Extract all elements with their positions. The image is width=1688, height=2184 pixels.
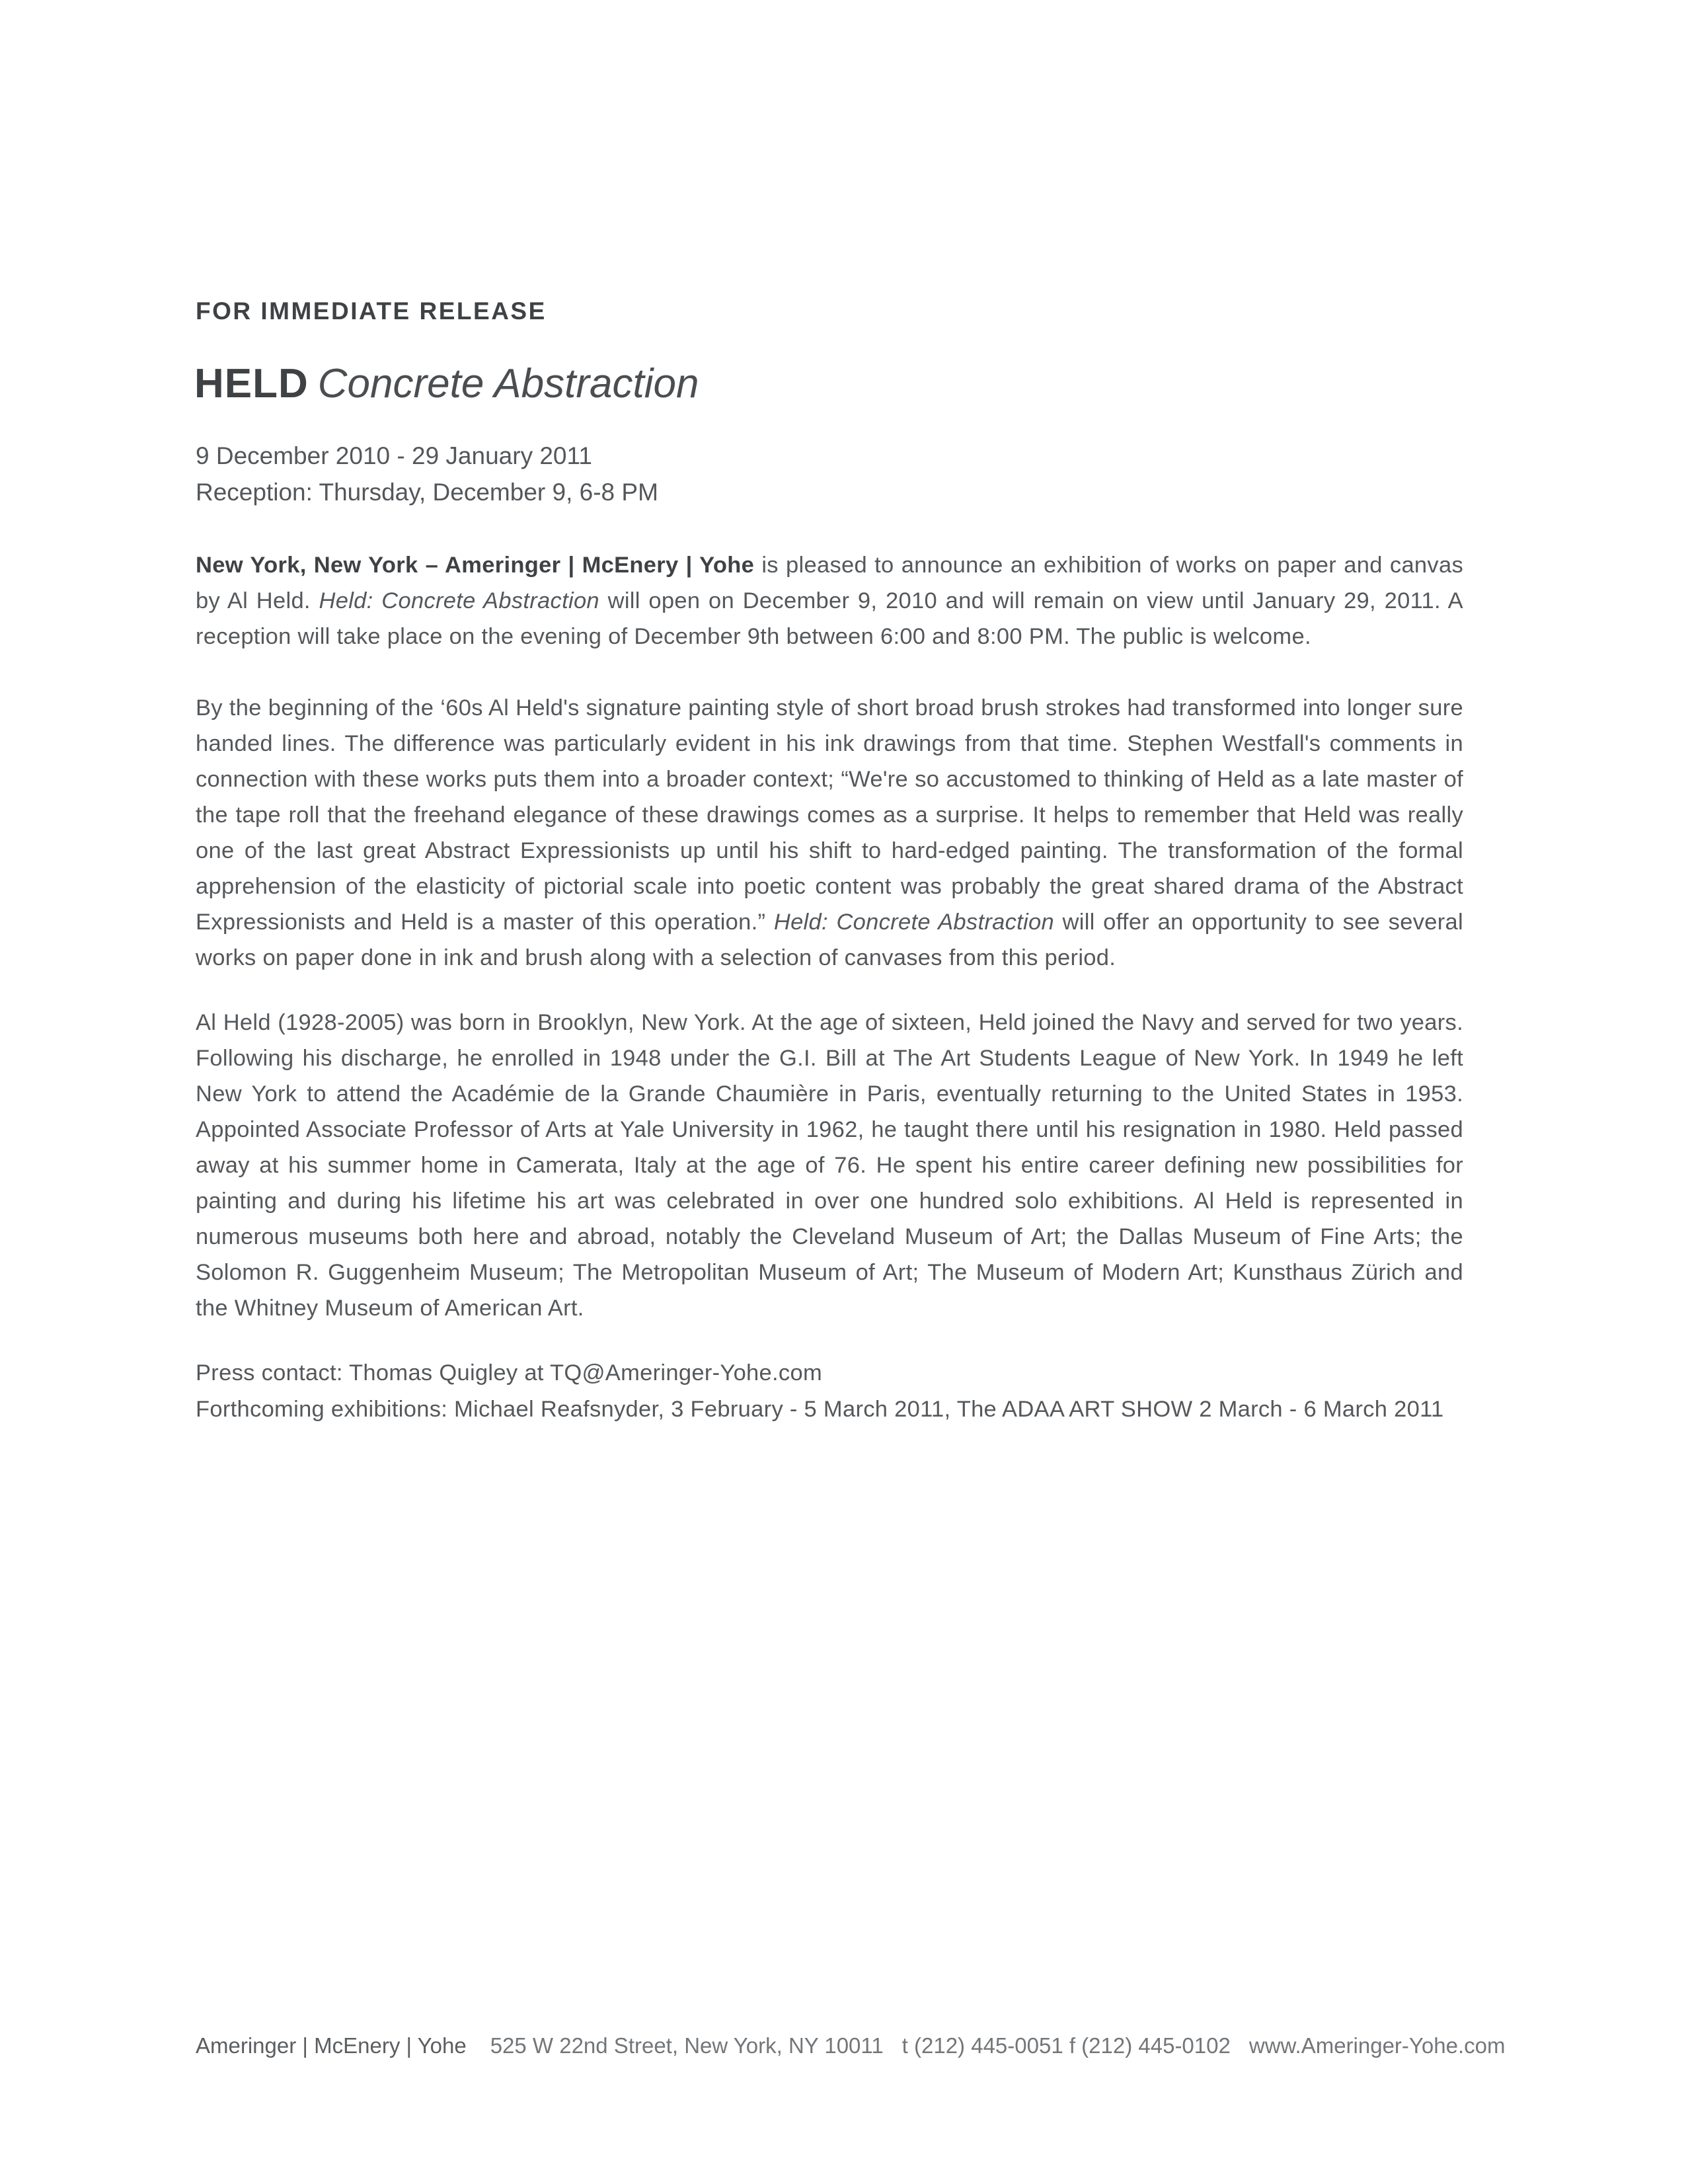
paragraph-biography <box>196 1005 1463 1326</box>
release-label: FOR IMMEDIATE RELEASE <box>196 297 547 325</box>
reception-info: Reception: Thursday, December 9, 6-8 PM <box>196 479 658 506</box>
footer-phone-numbers: t (212) 445-0051 f (212) 445-0102 <box>902 2033 1231 2058</box>
artist-name: HELD <box>194 361 309 407</box>
paragraph-announcement <box>196 547 1463 654</box>
footer-gallery-name: Ameringer | McEnery | Yohe <box>196 2033 467 2058</box>
forthcoming-exhibitions-line: Forthcoming exhibitions: Michael Reafsnyder, 3 February - 5 March 2011, The ADAA ART SHOW 2 March - 6 March 2011 <box>196 1397 1444 1422</box>
text-segment: By the beginning of the ‘60s Al Held's signature painting style of short broad brush strokes had transformed into longer sure handed lines. The difference was particularly evident in his ink drawings from that time. Stephen Westfall's comments in connection with these works puts them into a broader context; “We're so accustomed to thinking of Held as a late master of the tape roll that the freehand elegance of these drawings comes as a surprise. It helps to remember that Held was really one of the last great Abstract Expressionists up until his shift to hard-edged painting. The transformation of the formal apprehension of the elasticity of pictorial scale into poetic content was probably the great shared drama of the Abstract Expressionists and Held is a master of this operation.” <box>196 695 1463 935</box>
footer-website: www.Ameringer-Yohe.com <box>1248 2033 1506 2058</box>
text-segment: will open on December 9, 2010 and will remain on view until January 29, 2011. A reception will take place on the evening of December 9th between 6:00 and 8:00 PM. The public is welcome. <box>196 588 1463 649</box>
text-segment: Held: Concrete Abstraction <box>319 588 599 613</box>
exhibition-dates-block <box>196 438 658 510</box>
exhibition-dates: 9 December 2010 - 29 January 2011 <box>196 442 592 469</box>
text-segment: Al Held (1928-2005) was born in Brooklyn, New York. At the age of sixteen, Held joined the Navy and served for two years. Following his discharge, he enrolled in 1948 under the G.I. Bill at The Art Students League of New York. In 1949 he left New York to attend the Académie de la Grande Chaumière in Paris, eventually returning to the United States in 1953. Appointed Associate Professor of Arts at Yale University in 1962, he taught there until his resignation in 1980. Held passed away at his summer home in Camerata, Italy at the age of 76. He spent his entire career defining new possibilities for painting and during his lifetime his art was celebrated in over one hundred solo exhibitions. Al Held is represented in numerous museums both here and abroad, notably the Cleveland Museum of Art; the Dallas Museum of Fine Arts; the Solomon R. Guggenheim Museum; The Metropolitan Museum of Art; The Museum of Modern Art; Kunsthaus Zürich and the Whitney Museum of American Art. <box>196 1010 1463 1321</box>
footer <box>196 2033 1517 2058</box>
text-segment: is pleased to announce an exhibition of works on paper and canvas by Al Held. <box>196 553 1464 613</box>
text-segment: New York, New York – Ameringer | McEnery | Yohe <box>196 553 755 578</box>
exhibition-title: Concrete Abstraction <box>317 361 699 407</box>
press-contact-line: Press contact: Thomas Quigley at TQ@Ameringer-Yohe.com <box>196 1360 822 1385</box>
contact-block <box>196 1355 1463 1428</box>
text-segment: will offer an opportunity to see several works on paper done in ink and brush along with a selection of canvases from this period. <box>196 910 1463 970</box>
paragraph-artist-style <box>196 690 1463 976</box>
page-title <box>194 360 699 407</box>
text-segment: Held: Concrete Abstraction <box>773 910 1054 935</box>
footer-address: 525 W 22nd Street, New York, NY 10011 <box>490 2033 884 2058</box>
